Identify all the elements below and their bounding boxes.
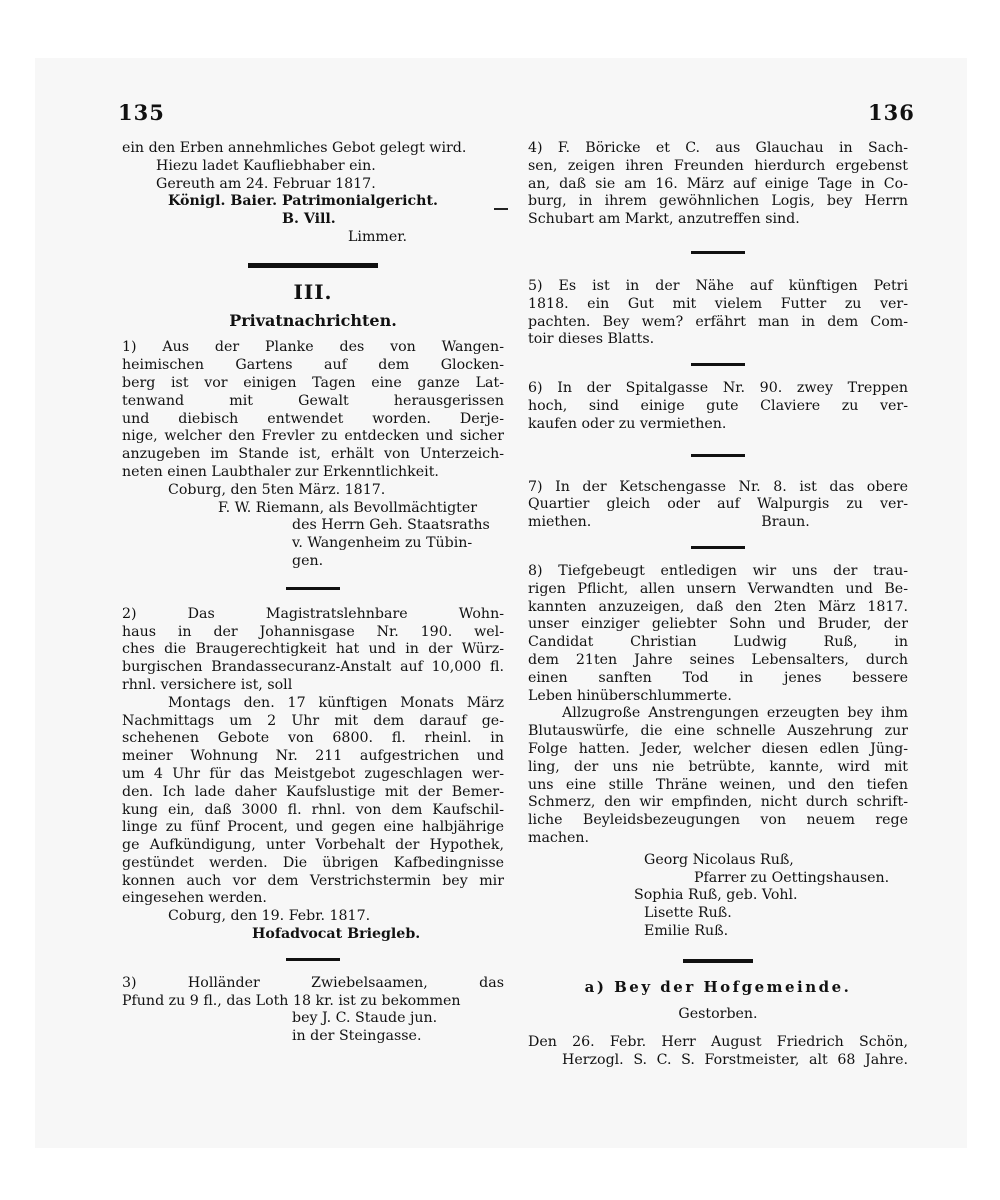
text-line: tenwand mit Gewalt herausgerissen xyxy=(122,392,504,409)
text-line: ling, der uns nie betrübte, kannte, wird mit xyxy=(528,758,908,775)
text-line: 1818. ein Gut mit vielem Futter zu ver- xyxy=(528,295,908,312)
text-line: sen, zeigen ihren Freunden hierdurch ergebenst xyxy=(528,157,908,174)
text-line: 7) In der Ketschengasse Nr. 8. ist das obere xyxy=(528,478,908,495)
text-line: gestündet werden. Die übrigen Kafbedingnisse xyxy=(122,854,504,871)
text-line: an, daß sie am 16. März auf einige Tage in Co- xyxy=(528,175,908,192)
section-divider xyxy=(683,959,753,963)
section-divider xyxy=(248,263,378,268)
text-line: Hofadvocat Briegleb. xyxy=(252,926,421,943)
text-line: rhnl. versichere ist, soll xyxy=(122,676,293,693)
text-line-with-signature xyxy=(528,514,908,532)
text-line: Montags den. 17 künftigen Monats März xyxy=(168,694,504,711)
text-line: Limmer. xyxy=(348,228,407,245)
notice-divider xyxy=(691,251,745,254)
notice-2 xyxy=(122,606,504,944)
text-line: einen sanften Tod in jenes bessere xyxy=(528,669,908,686)
text-line: berg ist vor einigen Tagen eine ganze Lat- xyxy=(122,374,504,391)
text-line: 6) In der Spitalgasse Nr. 90. zwey Treppen xyxy=(528,380,908,397)
text-line: machen. xyxy=(528,829,590,846)
text-line: Blutauswürfe, die eine schnelle Auszehrung zur xyxy=(528,723,908,740)
text-line: Gereuth am 24. Februar 1817. xyxy=(156,175,376,192)
text-line: gen. xyxy=(292,552,324,569)
text-line: uns eine stille Thräne weinen, und den tiefen xyxy=(528,776,908,793)
text-line: konnen auch vor dem Verstrichstermin bey mir xyxy=(122,872,504,889)
text-line: Candidat Christian Ludwig Ruß, in xyxy=(528,634,908,651)
notice-6 xyxy=(528,380,908,433)
notice-4 xyxy=(528,140,908,229)
text-line: Hiezu ladet Kaufliebhaber ein. xyxy=(156,157,376,174)
text-line: dem 21ten Jahre seines Lebensalters, durch xyxy=(528,651,908,668)
text-line: 8) Tiefgebeugt entledigen wir uns der trau- xyxy=(528,562,908,579)
text-line: linge zu fünf Procent, und gegen eine halbjährige xyxy=(122,819,504,836)
notice-3 xyxy=(122,975,504,1046)
text-line: nige, welcher den Frevler zu entdecken und sicher xyxy=(122,428,504,445)
text-line: Folge hatten. Jeder, welcher diesen edlen Jüng- xyxy=(528,740,908,757)
text-line: kaufen oder zu vermiethen. xyxy=(528,415,727,432)
notice-7 xyxy=(528,479,908,532)
page-number-left: 135 xyxy=(118,100,165,125)
notice-divider xyxy=(691,363,745,366)
text-line: Herzogl. S. C. S. Forstmeister, alt 68 Jahre. xyxy=(562,1052,908,1069)
notice-5 xyxy=(528,278,908,349)
text-line: Den 26. Febr. Herr August Friedrich Schön, xyxy=(528,1034,908,1051)
text-line: unser einziger geliebter Sohn und Bruder, der xyxy=(528,616,908,633)
text-line: v. Wangenheim zu Tübin- xyxy=(292,535,473,552)
text-line: pachten. Bey wem? erfährt man in dem Com- xyxy=(528,313,908,330)
text-line: 3) Holländer Zwiebelsaamen, das xyxy=(122,974,504,991)
right-column xyxy=(528,140,908,1070)
signature-line: Emilie Ruß. xyxy=(644,922,729,939)
text-line: B. Vill. xyxy=(282,211,336,228)
text-line: Königl. Baier. Patrimonialgericht. xyxy=(168,193,438,210)
notice-divider xyxy=(691,546,745,549)
signatures xyxy=(528,852,908,941)
text-line: kung ein, daß 3000 fl. rhnl. von dem Kaufschil- xyxy=(122,801,504,818)
text-line: 2) Das Magistratslehnbare Wohn- xyxy=(122,605,504,622)
notice-divider xyxy=(286,958,340,961)
text-fragment: miethen. xyxy=(528,514,592,531)
text-line: ches die Braugerechtigkeit hat und in der Würz- xyxy=(122,641,504,658)
auction-notice-end xyxy=(122,140,504,247)
left-column xyxy=(122,140,504,1046)
notice-8 xyxy=(528,563,908,848)
text-line: eingesehen werden. xyxy=(122,890,267,907)
text-line: ge Aufkündigung, unter Vorbehalt der Hypothek, xyxy=(122,837,504,854)
text-line: 1) Aus der Planke des von Wangen- xyxy=(122,339,504,356)
text-line: meiner Wohnung Nr. 211 aufgestrichen und xyxy=(122,748,504,765)
text-line: kannten anzuzeigen, daß den 2ten März 1817. xyxy=(528,598,908,615)
text-line: Pfund zu 9 fl., das Loth 18 kr. ist zu bekommen xyxy=(122,992,461,1009)
text-line: bey J. C. Staude jun. xyxy=(292,1010,438,1027)
text-line: Coburg, den 5ten März. 1817. xyxy=(168,481,386,498)
text-line: ein den Erben annehmliches Gebot gelegt wird. xyxy=(122,140,467,156)
text-line: 5) Es ist in der Nähe auf künftigen Petri xyxy=(528,277,908,294)
text-line: schehenen Gebote von 6800. fl. rheinl. in xyxy=(122,730,504,747)
deaths-list xyxy=(528,1034,908,1070)
text-line: Schmerz, den wir empfinden, nicht durch schrift- xyxy=(528,794,908,811)
subsection-title: a) Bey der Hofgemeinde. xyxy=(584,978,852,996)
text-line: F. W. Riemann, als Bevollmächtigter xyxy=(218,499,478,516)
text-line: Coburg, den 19. Febr. 1817. xyxy=(168,908,371,925)
page-number-right: 136 xyxy=(868,100,915,125)
text-line: um 4 Uhr für das Meistgebot zugeschlagen wer- xyxy=(122,765,504,782)
text-line: rigen Pflicht, allen unsern Verwandten und Be- xyxy=(528,580,908,597)
text-line: und diebisch entwendet worden. Derje- xyxy=(122,410,504,427)
text-line: heimischen Gartens auf dem Glocken- xyxy=(122,357,504,374)
text-line: haus in der Johannisgase Nr. 190. wel- xyxy=(122,623,504,640)
text-line: Schubart am Markt, anzutreffen sind. xyxy=(528,211,800,228)
signature-line: Georg Nicolaus Ruß, xyxy=(644,851,794,868)
section-number: III. xyxy=(293,279,333,304)
signature-line: Lisette Ruß. xyxy=(644,905,732,922)
notice-divider xyxy=(691,454,745,457)
text-line: des Herrn Geh. Staatsraths xyxy=(292,517,490,534)
text-line: neten einen Laubthaler zur Erkenntlichkeit. xyxy=(122,463,439,480)
text-line: Allzugroße Anstrengungen erzeugten bey ihm xyxy=(562,705,908,722)
signature-line: Pfarrer zu Oettingshausen. xyxy=(694,869,890,886)
text-line: den. Ich lade daher Kaufslustige mit der Bemer- xyxy=(122,783,504,800)
text-line: hoch, sind einige gute Claviere zu ver- xyxy=(528,397,908,414)
text-line: in der Steingasse. xyxy=(292,1028,422,1045)
text-line: Leben hinüberschlummerte. xyxy=(528,687,732,704)
section-title: Privatnachrichten. xyxy=(229,310,397,330)
text-line: Nachmittags um 2 Uhr mit dem darauf ge- xyxy=(122,712,504,729)
signature-line: Sophia Ruß, geb. Vohl. xyxy=(634,887,798,904)
notice-1 xyxy=(122,339,504,570)
text-line: liche Beyleidsbezeugungen von neuem rege xyxy=(528,812,908,829)
text-line: burg, in ihrem gewöhnlichen Logis, bey Herrn xyxy=(528,193,908,210)
signature: Braun. xyxy=(761,514,810,531)
text-line: anzugeben im Stande ist, erhält von Unterzeich- xyxy=(122,446,504,463)
text-line: burgischen Brandassecuranz-Anstalt auf 10,000 fl. xyxy=(122,659,504,676)
text-line: toir dieses Blatts. xyxy=(528,331,655,348)
text-line: 4) F. Böricke et C. aus Glauchau in Sach- xyxy=(528,140,908,156)
notice-divider xyxy=(286,587,340,590)
deaths-heading: Gestorben. xyxy=(678,1006,758,1023)
text-line: Quartier gleich oder auf Walpurgis zu ver- xyxy=(528,496,908,513)
